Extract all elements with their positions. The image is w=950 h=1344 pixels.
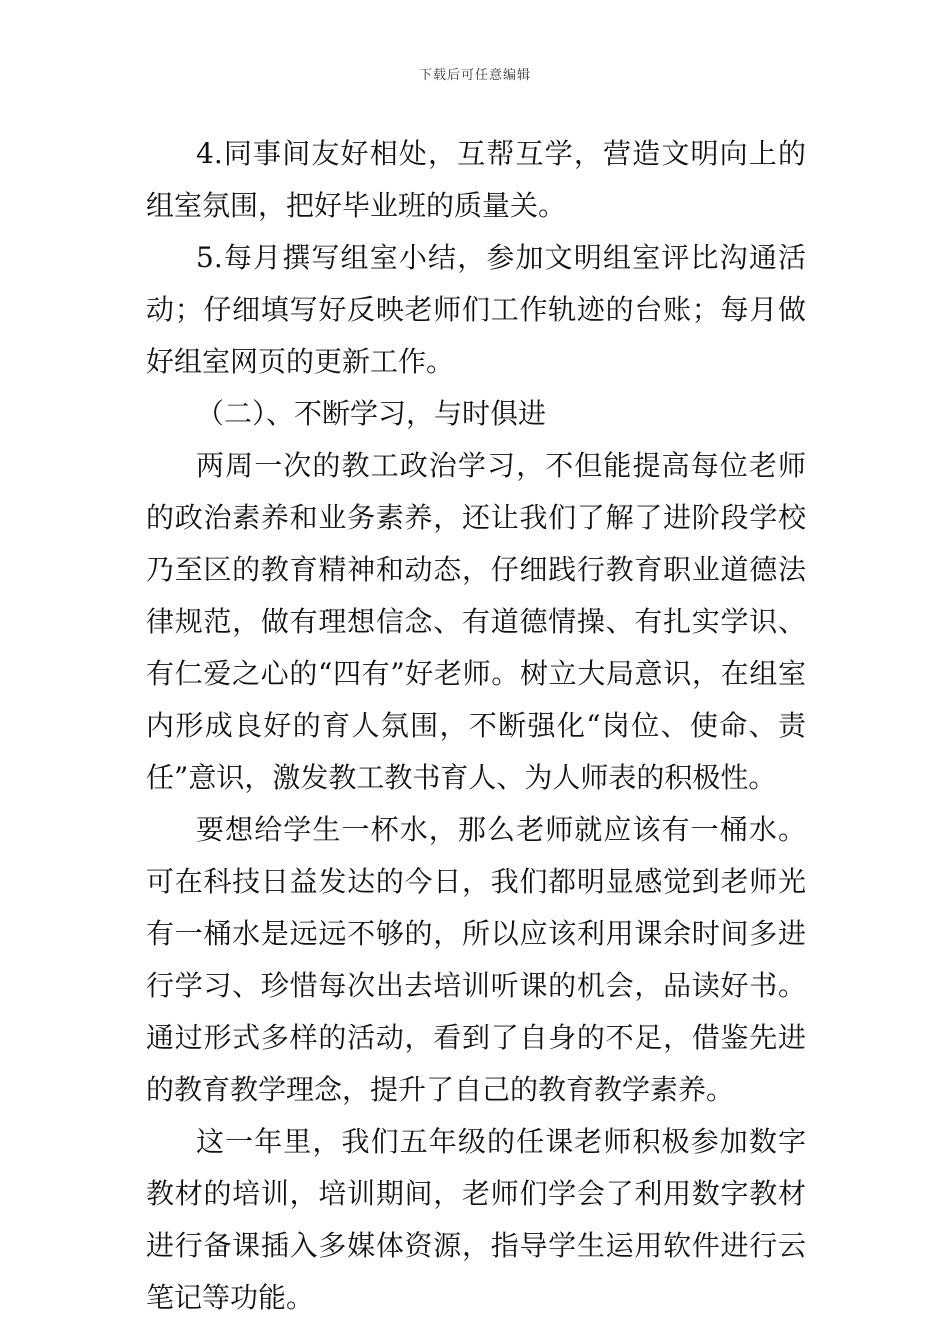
- page-header-note: 下载后可任意编辑: [418, 68, 531, 83]
- section-heading: （二）、不断学习，与时俱进: [196, 397, 547, 430]
- document-body: [146, 128, 806, 1324]
- paragraph-study: 两周一次的教工政治学习，不但能提高每位老师的政治素养和业务素养，还让我们了解了进阶段学校乃至区的教育精神和动态，仔细践行教育职业道德法律规范，做有理想信念、有道德情操、有扎实学识、有仁爱之心的“四有”好老师。树立大局意识，在组室内形成良好的育人氛围，不断强化“岗位、使命、责任”意识，激发教工教书育人、为人师表的积极性。: [146, 449, 806, 794]
- paragraph-water: 要想给学生一杯水，那么老师就应该有一桶水。可在科技日益发达的今日，我们都明显感觉到老师光有一桶水是远远不够的，所以应该利用课余时间多进行学习、珍惜每次出去培训听课的机会，品读好书。通过形式多样的活动，看到了自身的不足，借鉴先进的教育教学理念，提升了自己的教育教学素养。: [146, 813, 806, 1106]
- paragraph-item-4: 4.同事间友好相处，互帮互学，营造文明向上的组室氛围，把好毕业班的质量关。: [146, 137, 806, 222]
- paragraph-digital-textbook: 这一年里，我们五年级的任课老师积极参加数字教材的培训，培训期间，老师们学会了利用数字教材进行备课插入多媒体资源，指导学生运用软件进行云笔记等功能。: [146, 1125, 806, 1314]
- paragraph-item-5: 5.每月撰写组室小结，参加文明组室评比沟通活动；仔细填写好反映老师们工作轨迹的台账；每月做好组室网页的更新工作。: [146, 241, 806, 378]
